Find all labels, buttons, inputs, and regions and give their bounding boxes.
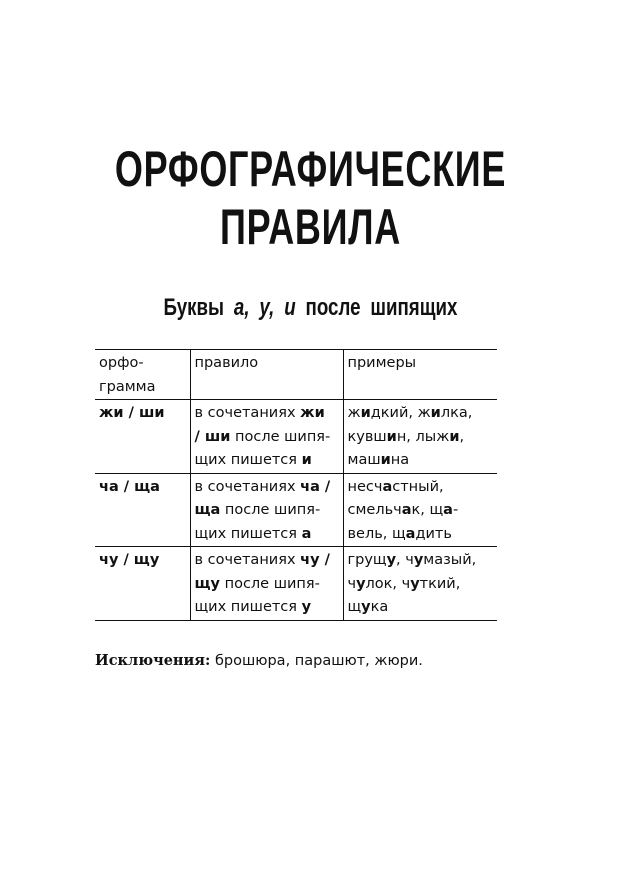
examples-cell: жидкий, жилка, кувшин, лыжи, машина [343,400,497,474]
rules-table [95,349,497,621]
table-row [95,400,497,474]
subtitle-letter-i: и [284,294,296,321]
spelling-cell: чу / щу [95,547,190,621]
title-line-2: ПРАВИЛА [220,199,401,255]
subtitle-letter-a: а, [233,294,250,321]
exceptions-label: Исключения: [95,652,211,669]
rule-cell: в сочетаниях чу / щу после шипя- щих пишется у [190,547,343,621]
examples-cell: грущу, чумазый, чулок, чуткий, щука [343,547,497,621]
spelling-cell: ча / ща [95,473,190,547]
page-title [87,140,534,256]
header-spelling: орфо- грамма [95,350,190,400]
exceptions-note [95,650,423,672]
spelling-cell: жи / ши [95,400,190,474]
header-examples: примеры [343,350,497,400]
table-row [95,473,497,547]
table-row [95,547,497,621]
examples-cell: несчастный, смельчак, ща- вель, щадить [343,473,497,547]
subtitle-letter-u: у, [259,294,275,321]
rule-cell: в сочетаниях жи / ши после шипя- щих пишется и [190,400,343,474]
title-line-1: ОРФОГРАФИЧЕСКИЕ [114,141,507,197]
subtitle-text-end: после шипящих [305,294,458,321]
section-subtitle [68,293,552,323]
subtitle-text: Буквы [163,294,225,321]
exceptions-text: брошюра, парашют, жюри. [214,653,423,669]
table-header-row [95,350,497,400]
rule-cell: в сочетаниях ча / ща после шипя- щих пишется а [190,473,343,547]
header-rule: правило [190,350,343,400]
